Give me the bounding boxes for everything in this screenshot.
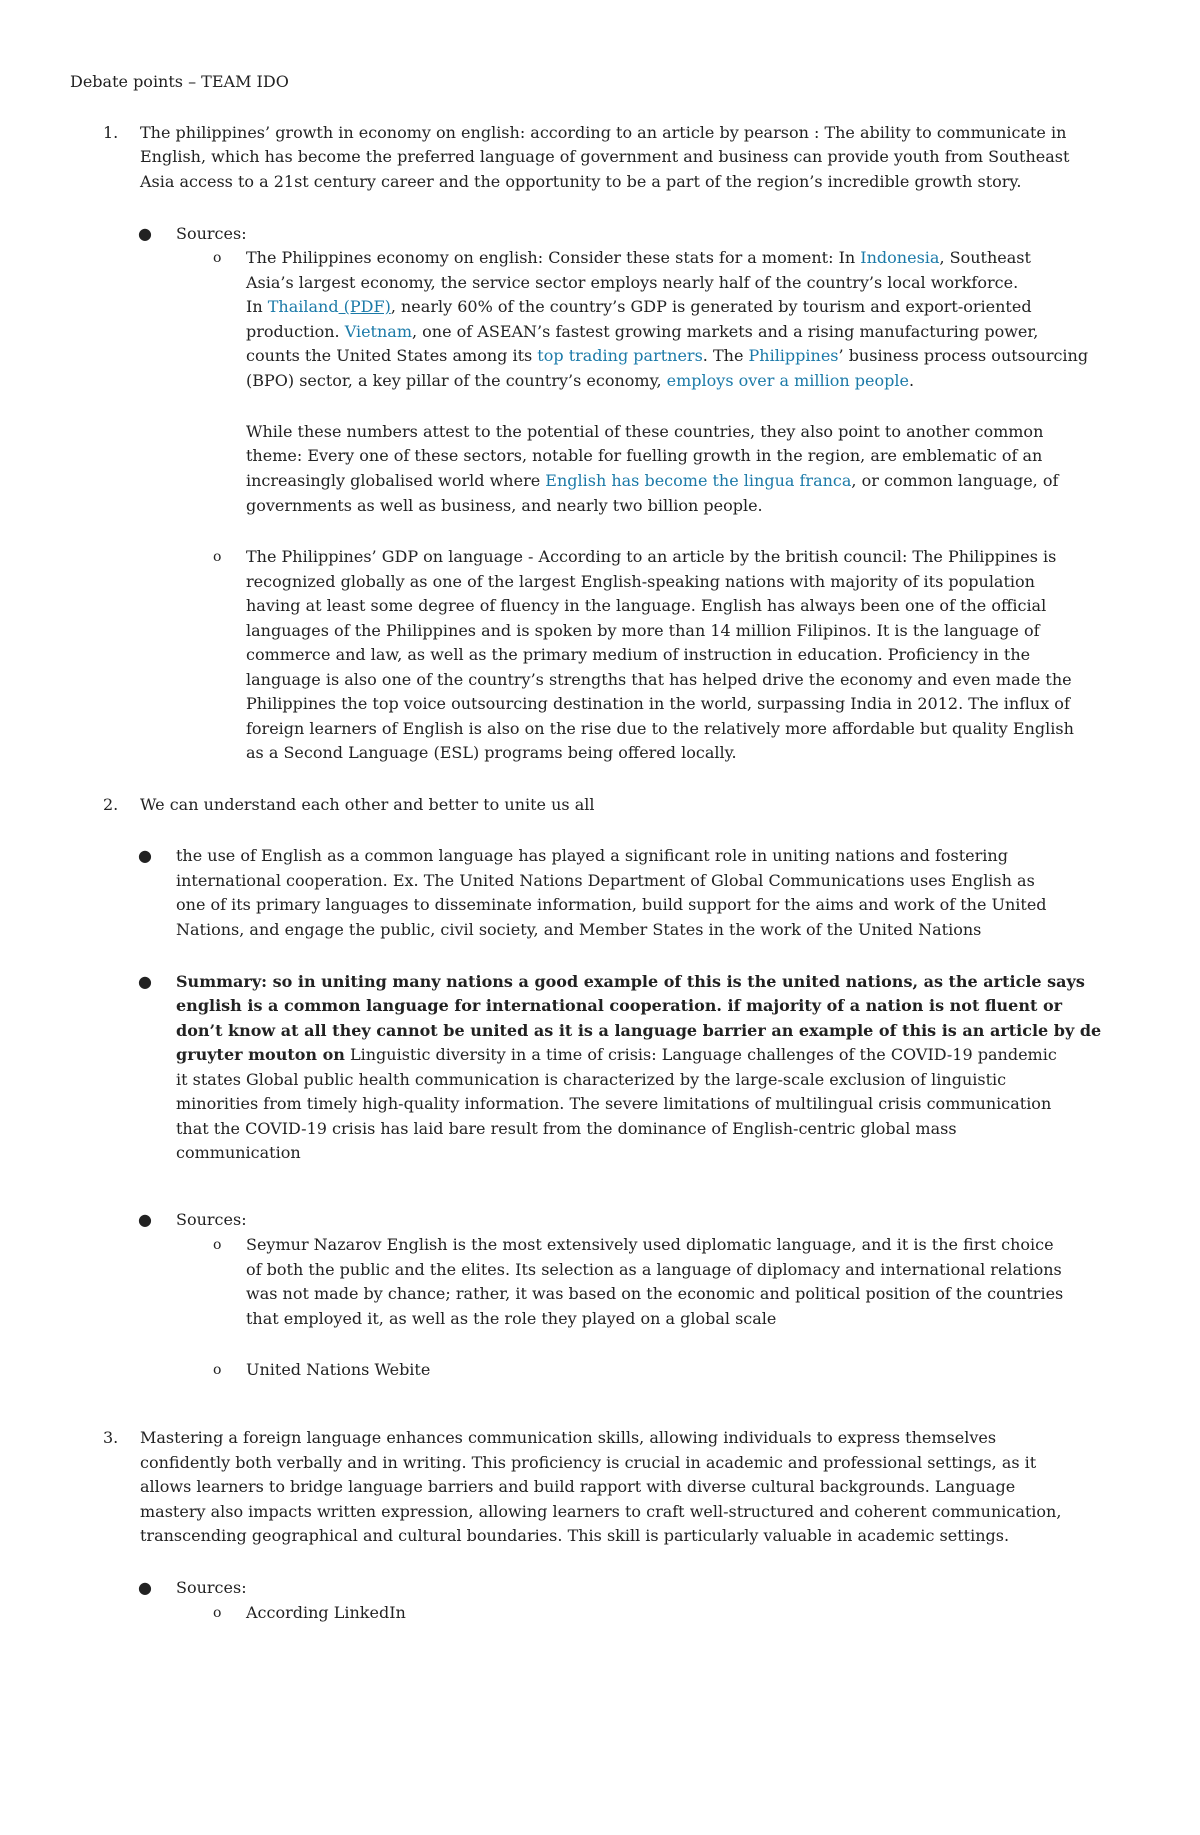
- link-thailand[interactable]: Thailand: [267, 297, 339, 316]
- bullet-icon: ●: [138, 846, 152, 865]
- list-number-1: 1.: [103, 123, 119, 142]
- item1-sub2-line: languages of the Philippines and is spoken by more than 14 million Filipinos. It is the language of: [246, 621, 1040, 640]
- item1-sub2-line: language is also one of the country’s strengths that has helped drive the economy and even made the: [246, 670, 1072, 689]
- sub-bullet-icon: o: [213, 1362, 222, 1378]
- item3-line: allows learners to bridge language barriers and build rapport with diverse cultural backgrounds. Language: [140, 1477, 1016, 1496]
- bullet-icon: ●: [138, 224, 152, 243]
- item1-line: Asia access to a 21st century career and the opportunity to be a part of the region’s incredible growth story.: [140, 172, 1022, 191]
- summary-line: english is a common language for international cooperation. if majority of a nation is not fluent or: [176, 996, 1063, 1015]
- summary-line: don’t know at all they cannot be united as it is a language barrier an example of this is an article by de: [176, 1021, 1102, 1040]
- item1-sub2-line: commerce and law, as well as the primary medium of instruction in education. Proficiency in the: [246, 645, 1031, 664]
- link-top-trading-partners[interactable]: top trading partners: [537, 346, 703, 365]
- bullet-icon: ●: [138, 1578, 152, 1597]
- summary-line: that the COVID-19 crisis has laid bare result from the dominance of English-centric global mass: [176, 1119, 957, 1138]
- link-indonesia[interactable]: Indonesia: [860, 248, 940, 267]
- sources-label: Sources:: [176, 224, 247, 243]
- sub-bullet-icon: o: [213, 549, 222, 565]
- item2-bullet1-line: international cooperation. Ex. The United Nations Department of Global Communications uses English as: [176, 871, 1035, 890]
- link-employs-million[interactable]: employs over a million people: [666, 371, 909, 390]
- item1-sub1-line: Asia’s largest economy, the service sector employs nearly half of the country’s local workforce.: [246, 273, 1019, 292]
- summary-line: gruyter mouton on Linguistic diversity in a time of crisis: Language challenges of the COVID-19 pandemic: [176, 1045, 1057, 1064]
- item2-sub1-line: of both the public and the elites. Its selection as a language of diplomacy and international relations: [246, 1260, 1062, 1279]
- item2-sub1-line: was not made by chance; rather, it was based on the economic and political position of the countries: [246, 1284, 1064, 1303]
- item1-line: English, which has become the preferred language of government and business can provide youth from Southeast: [140, 147, 1070, 166]
- sub-bullet-icon: o: [213, 1237, 222, 1253]
- sources-label: Sources:: [176, 1210, 247, 1229]
- link-lingua-franca[interactable]: English has become the lingua franca: [545, 471, 852, 490]
- list-number-3: 3.: [103, 1428, 119, 1447]
- item2-heading: We can understand each other and better to unite us all: [140, 795, 595, 814]
- item1-sub1-para2-line: theme: Every one of these sectors, notable for fuelling growth in the region, are emblematic of an: [246, 446, 1043, 465]
- item1-sub1-line: (BPO) sector, a key pillar of the country’s economy, employs over a million people.: [246, 371, 915, 390]
- item3-line: Mastering a foreign language enhances communication skills, allowing individuals to express themselves: [140, 1428, 997, 1447]
- item1-sub1-line: counts the United States among its top trading partners. The Philippines’ business process outsourcing: [246, 346, 1089, 365]
- summary-line: Summary: so in uniting many nations a good example of this is the united nations, as the article says: [176, 972, 1085, 991]
- item1-sub2-line: foreign learners of English is also on the rise due to the relatively more affordable but quality English: [246, 719, 1074, 738]
- item1-sub2-line: as a Second Language (ESL) programs being offered locally.: [246, 743, 737, 762]
- item2-sub2-line: United Nations Webite: [246, 1360, 431, 1379]
- bullet-icon: ●: [138, 1210, 152, 1229]
- item1-sub1-para2-line: governments as well as business, and nearly two billion people.: [246, 496, 763, 515]
- sources-label: Sources:: [176, 1578, 247, 1597]
- item3-line: confidently both verbally and in writing. This proficiency is crucial in academic and professional settings, as it: [140, 1453, 1037, 1472]
- summary-line: communication: [176, 1143, 301, 1162]
- item1-sub1-para2-line: increasingly globalised world where English has become the lingua franca, or common language, of: [246, 471, 1059, 490]
- item2-sub1-line: Seymur Nazarov English is the most extensively used diplomatic language, and it is the first choice: [246, 1235, 1054, 1254]
- bullet-icon: ●: [138, 972, 152, 991]
- item2-bullet1-line: Nations, and engage the public, civil society, and Member States in the work of the United Nations: [176, 920, 982, 939]
- summary-line: it states Global public health communication is characterized by the large-scale exclusion of linguistic: [176, 1070, 1007, 1089]
- item1-sub2-line: Philippines the top voice outsourcing destination in the world, surpassing India in 2012. The influx of: [246, 694, 1070, 713]
- link-philippines[interactable]: Philippines: [748, 346, 839, 365]
- item1-sub1-line: The Philippines economy on english: Consider these stats for a moment: In Indonesia, Southeast: [246, 248, 1031, 267]
- link-vietnam[interactable]: Vietnam: [344, 322, 412, 341]
- item2-bullet1-line: the use of English as a common language has played a significant role in uniting nations and fostering: [176, 846, 1008, 865]
- item3-line: transcending geographical and cultural boundaries. This skill is particularly valuable in academic settings.: [140, 1526, 1010, 1545]
- item1-line: The philippines’ growth in economy on english: according to an article by pearson : The ability to communicate in: [140, 123, 1067, 142]
- item2-sub1-line: that employed it, as well as the role they played on a global scale: [246, 1309, 777, 1328]
- sub-bullet-icon: o: [213, 250, 222, 266]
- item1-sub1-line: In Thailand (PDF), nearly 60% of the country’s GDP is generated by tourism and export-oriented: [246, 297, 1032, 316]
- item1-sub1-line: production. Vietnam, one of ASEAN’s fastest growing markets and a rising manufacturing power,: [246, 322, 1039, 341]
- link-pdf[interactable]: (PDF): [338, 297, 391, 316]
- item1-sub1-para2-line: While these numbers attest to the potential of these countries, they also point to another common: [246, 422, 1044, 441]
- item1-sub2-line: having at least some degree of fluency in the language. English has always been one of the official: [246, 596, 1047, 615]
- document-title: Debate points – TEAM IDO: [70, 72, 289, 91]
- item1-sub2-line: The Philippines’ GDP on language - According to an article by the british council: The Philippines is: [246, 547, 1057, 566]
- sub-bullet-icon: o: [213, 1605, 222, 1621]
- list-number-2: 2.: [103, 795, 119, 814]
- summary-line: minorities from timely high-quality information. The severe limitations of multilingual crisis communication: [176, 1094, 1052, 1113]
- item2-bullet1-line: one of its primary languages to disseminate information, build support for the aims and work of the United: [176, 895, 1047, 914]
- item1-sub2-line: recognized globally as one of the largest English-speaking nations with majority of its population: [246, 572, 1035, 591]
- item3-line: mastery also impacts written expression, allowing learners to craft well-structured and coherent communication,: [140, 1502, 1062, 1521]
- item3-sub1-line: According LinkedIn: [246, 1603, 406, 1622]
